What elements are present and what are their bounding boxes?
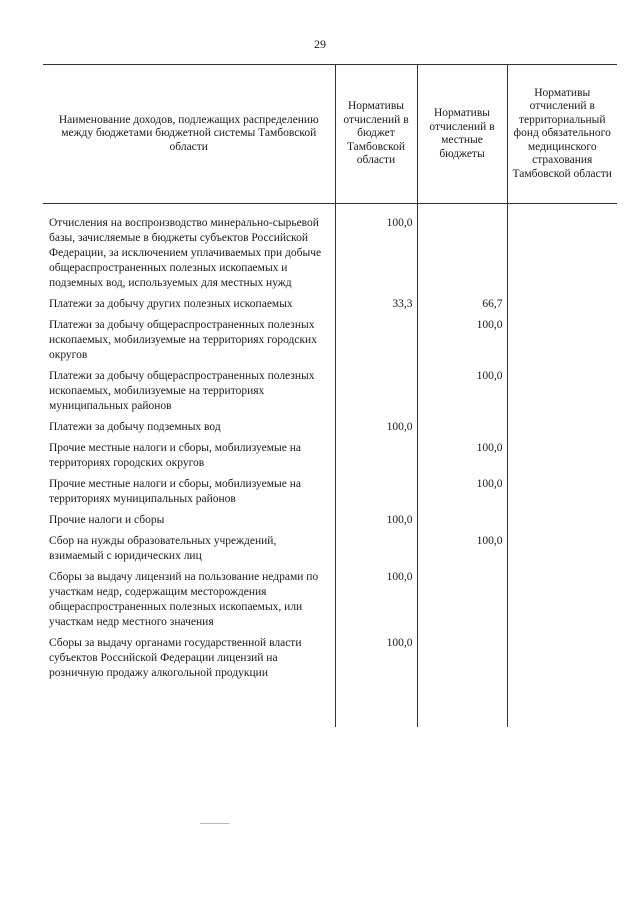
medical-fund-cell xyxy=(507,420,617,441)
revenue-distribution-table-container xyxy=(43,64,617,727)
regional-budget-cell: 100,0 xyxy=(335,204,417,298)
local-budget-cell xyxy=(417,420,507,441)
medical-fund-cell xyxy=(507,513,617,534)
local-budget-cell: 100,0 xyxy=(417,477,507,513)
header-row xyxy=(43,65,617,204)
regional-budget-cell xyxy=(335,441,417,477)
local-budget-cell: 100,0 xyxy=(417,534,507,570)
income-name-cell: Сборы за выдачу органами государственной власти субъектов Российской Федерации лицензий на розничную продажу алкогольной продукции xyxy=(49,637,302,679)
regional-budget-cell: 33,3 xyxy=(335,297,417,318)
table-row xyxy=(43,477,617,513)
table-header xyxy=(43,65,617,204)
revenue-distribution-table xyxy=(43,64,617,727)
spacer-cell xyxy=(507,687,617,727)
local-budget-cell: 100,0 xyxy=(417,441,507,477)
table-row xyxy=(43,636,617,687)
medical-fund-cell xyxy=(507,441,617,477)
spacer-cell xyxy=(417,687,507,727)
local-budget-cell xyxy=(417,513,507,534)
regional-budget-cell: 100,0 xyxy=(335,636,417,687)
table-row xyxy=(43,204,617,298)
table-row xyxy=(43,318,617,369)
income-name-cell: Платежи за добычу общераспространенных полезных ископаемых, мобилизуемые на территориях городских округов xyxy=(49,319,317,361)
income-name-cell: Прочие налоги и сборы xyxy=(49,514,165,526)
header-income-name: Наименование доходов, подлежащих распределению между бюджетами бюджетной системы Тамбовской области xyxy=(43,65,335,204)
table-row xyxy=(43,369,617,420)
income-name-cell: Отчисления на воспроизводство минерально-сырьевой базы, зачисляемые в бюджеты субъектов Российской Федерации, за исключением уплачиваемых при добыче общераспространенных полезных ископаемых и подземных вод, используемых для местных нужд xyxy=(49,217,322,289)
income-name-cell: Платежи за добычу подземных вод xyxy=(49,421,221,433)
income-name-cell: Сбор на нужды образовательных учреждений, взимаемый с юридических лиц xyxy=(49,535,277,562)
regional-budget-cell: 100,0 xyxy=(335,513,417,534)
table-row xyxy=(43,570,617,636)
medical-fund-cell xyxy=(507,534,617,570)
local-budget-cell xyxy=(417,570,507,636)
spacer-cell xyxy=(335,687,417,727)
table-body xyxy=(43,204,617,728)
regional-budget-cell xyxy=(335,477,417,513)
medical-fund-cell xyxy=(507,477,617,513)
local-budget-cell: 100,0 xyxy=(417,369,507,420)
regional-budget-cell: 100,0 xyxy=(335,570,417,636)
header-local-budgets: Нормативы отчислений в местные бюджеты xyxy=(417,65,507,204)
income-name-cell: Платежи за добычу общераспространенных полезных ископаемых, мобилизуемые на территориях муниципальных районов xyxy=(49,370,315,412)
table-row xyxy=(43,513,617,534)
income-name-cell: Прочие местные налоги и сборы, мобилизуемые на территориях городских округов xyxy=(49,442,301,469)
page-number: 29 xyxy=(314,37,326,51)
medical-fund-cell xyxy=(507,369,617,420)
table-row xyxy=(43,441,617,477)
medical-fund-cell xyxy=(507,318,617,369)
table-row xyxy=(43,420,617,441)
regional-budget-cell xyxy=(335,534,417,570)
regional-budget-cell: 100,0 xyxy=(335,420,417,441)
regional-budget-cell xyxy=(335,318,417,369)
income-name-cell: Прочие местные налоги и сборы, мобилизуемые на территориях муниципальных районов xyxy=(49,478,301,505)
income-name-cell: Платежи за добычу других полезных ископаемых xyxy=(49,298,293,310)
local-budget-cell xyxy=(417,636,507,687)
table-row xyxy=(43,534,617,570)
local-budget-cell xyxy=(417,204,507,298)
medical-fund-cell xyxy=(507,570,617,636)
local-budget-cell: 66,7 xyxy=(417,297,507,318)
regional-budget-cell xyxy=(335,369,417,420)
header-regional-budget: Нормативы отчислений в бюджет Тамбовской области xyxy=(335,65,417,204)
table-row xyxy=(43,297,617,318)
scan-artifact xyxy=(200,823,230,824)
spacer-cell xyxy=(43,687,335,727)
medical-fund-cell xyxy=(507,636,617,687)
header-medical-insurance-fund: Нормативы отчислений в территориальный фонд обязательного медицинского страхования Тамбовской области xyxy=(507,65,617,204)
local-budget-cell: 100,0 xyxy=(417,318,507,369)
medical-fund-cell xyxy=(507,204,617,298)
table-spacer-row xyxy=(43,687,617,727)
medical-fund-cell xyxy=(507,297,617,318)
income-name-cell: Сборы за выдачу лицензий на пользование недрами по участкам недр, содержащим месторождения общераспространенных полезных ископаемых, или участкам недр местного значения xyxy=(49,571,319,628)
